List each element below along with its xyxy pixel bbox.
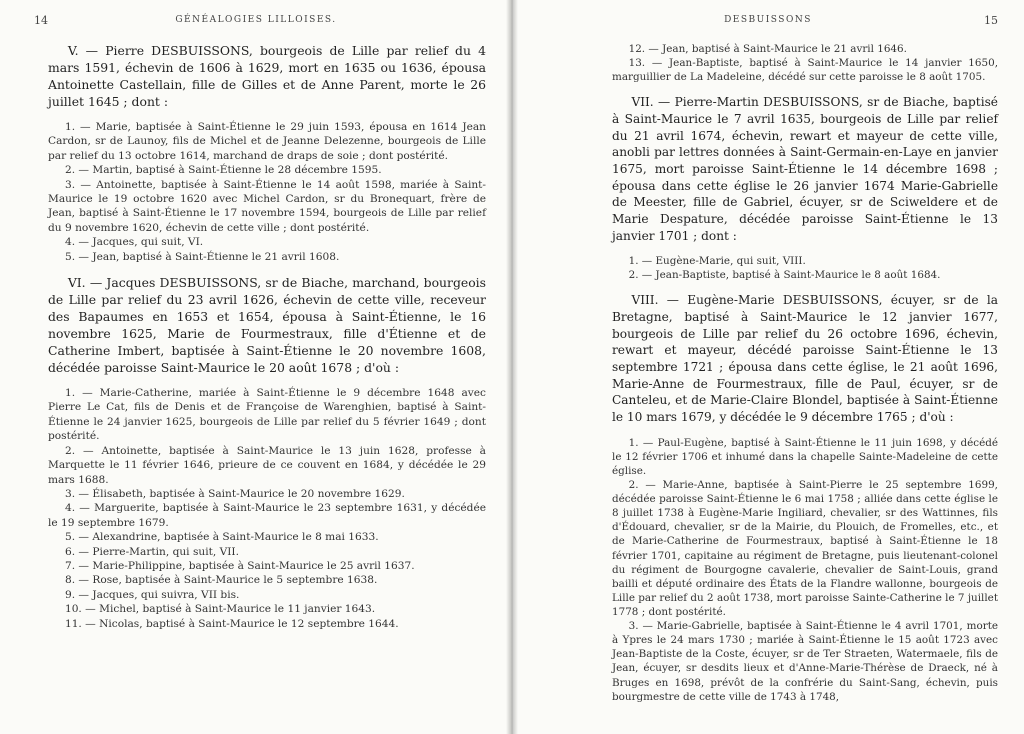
left-page-header xyxy=(0,14,512,30)
children-list xyxy=(48,120,486,264)
child-entry: 9. — Jacques, qui suivra, VII bis. xyxy=(64,588,240,601)
child-entry: 1. — Paul-Eugène, baptisé à Saint-Étienne le 11 juin 1698, y décédé le 12 février 1706 et inhumé dans la chapelle Sainte-Madeleine de cette église. xyxy=(612,436,998,477)
child-entry: 4. — Jacques, qui suit, VI. xyxy=(64,236,204,249)
child-entry: 5. — Alexandrine, baptisée à Saint-Maurice le 8 mai 1633. xyxy=(64,531,379,544)
child-entry: 2. — Martin, baptisé à Saint-Étienne le 28 décembre 1595. xyxy=(64,164,382,177)
right-running-title: DESBUISSONS xyxy=(724,15,812,25)
right-page-number: 15 xyxy=(984,14,998,27)
child-entry: 1. — Eugène-Marie, qui suit, VIII. xyxy=(628,255,806,268)
child-entry: 4. — Marguerite, baptisée à Saint-Maurice le 23 septembre 1631, y décédée le 19 septembre 1679. xyxy=(48,502,486,529)
child-entry: 6. — Pierre-Martin, qui suit, VII. xyxy=(64,545,239,558)
child-entry: 2. — Marie-Anne, baptisée à Saint-Pierre le 25 septembre 1699, décédée paroisse Saint-Étienne le 6 mai 1758 ; alliée dans cette église le 8 juillet 1738 à Eugène-Marie Ingiliard, chevalier, sr des Wattinnes, fils d'Édouard, chevalier, sr de la Mairie, du Plouich, de Fromelles, etc., et de Marie-Catherine de Fourmestraux, baptisé à Saint-Étienne le 18 février 1701, capitaine au régiment de Bretagne, puis lieutenant-colonel du régiment de Bourgogne cavalerie, chevalier de Saint-Louis, grand bailli et député ordinaire des États de la Flandre wallonne, bourgeois de Lille par relief du 2 août 1738, mort paroisse Sainte-Catherine le 7 juillet 1778 ; dont postérité. xyxy=(612,479,998,619)
child-entry: 1. — Marie, baptisée à Saint-Étienne le 29 juin 1593, épousa en 1614 Jean Cardon, sr de Launoy, fils de Michel et de Jeanne Delezenne, bourgeois de Lille par relief du 13 octobre 1614, marchand de draps de soie ; dont postérité. xyxy=(48,121,486,162)
child-entry: 2. — Jean-Baptiste, baptisé à Saint-Maurice le 8 août 1684. xyxy=(628,269,941,282)
right-page-header xyxy=(512,14,1024,30)
left-running-title: GÉNÉALOGIES LILLOISES. xyxy=(175,15,337,25)
child-entry: 10. — Michel, baptisé à Saint-Maurice le 11 janvier 1643. xyxy=(64,603,376,616)
child-entry: 3. — Marie-Gabrielle, baptisée à Saint-Étienne le 4 avril 1701, morte à Ypres le 24 mars 1730 ; mariée à Saint-Étienne le 15 août 1723 avec Jean-Baptiste de la Coste, écuyer, sr de Ter Straeten, Watermaele, fils de Jean, écuyer, sr desdits lieux et d'Anne-Marie-Thérèse de Draeck, né à Bruges en 1698, prévôt de la confrérie du Saint-Sang, échevin, puis bourgmestre de cette ville de 1743 à 1748, xyxy=(612,620,998,703)
child-entry: 7. — Marie-Philippine, baptisée à Saint-Maurice le 25 avril 1637. xyxy=(64,559,415,572)
child-entry: 11. — Nicolas, baptisé à Saint-Maurice le 12 septembre 1644. xyxy=(64,617,399,630)
child-entry: 12. — Jean, baptisé à Saint-Maurice le 21 avril 1646. xyxy=(628,43,907,55)
generation-paragraph: VIII. — Eugène-Marie DESBUISSONS, écuyer, sr de la Bretagne, baptisé à Saint-Maurice le 12 janvier 1677, bourgeois de Lille par relief du 26 octobre 1696, échevin, rewart et mayeur, décédé paroisse Saint-Étienne le 13 septembre 1721 ; épousa dans cette église, le 21 août 1696, Marie-Anne de Fourmestraux, fille de Paul, écuyer, sr de Canteleu, et de Marie-Claire Blondel, baptisée à Saint-Étienne le 10 mars 1679, y décédée le 9 décembre 1765 ; d'où : xyxy=(612,293,998,425)
right-page-body xyxy=(612,42,998,714)
left-page-body xyxy=(48,42,486,641)
generation-paragraph: VI. — Jacques DESBUISSONS, sr de Biache, marchand, bourgeois de Lille par relief du 23 avril 1626, échevin de cette ville, receveur des Bapaumes en 1653 et 1654, épousa à Saint-Étienne, le 16 novembre 1625, Marie de Fourmestraux, fille d'Étienne et de Catherine Imbert, baptisée à Saint-Étienne le 20 novembre 1608, décédée paroisse Saint-Maurice le 20 août 1678 ; d'où : xyxy=(48,275,486,376)
child-entry: 5. — Jean, baptisé à Saint-Étienne le 21 avril 1608. xyxy=(64,250,340,263)
children-list xyxy=(612,436,998,704)
left-page-number: 14 xyxy=(34,14,48,27)
children-list xyxy=(48,386,486,631)
child-entry: 3. — Élisabeth, baptisée à Saint-Maurice le 20 novembre 1629. xyxy=(64,487,405,500)
child-entry: 8. — Rose, baptisée à Saint-Maurice le 5 septembre 1638. xyxy=(64,574,378,587)
right-page xyxy=(512,0,1024,734)
child-entry: 3. — Antoinette, baptisée à Saint-Étienne le 14 août 1598, mariée à Saint-Maurice le 19 octobre 1620 avec Michel Cardon, sr du Bronequart, frère de Jean, baptisé à Saint-Étienne le 17 novembre 1594, bourgeois de Lille par relief du 9 novembre 1620, échevin de cette ville ; dont postérité. xyxy=(48,178,486,234)
generation-paragraph: VII. — Pierre-Martin DESBUISSONS, sr de Biache, baptisé à Saint-Maurice le 7 avril 1635, bourgeois de Lille par relief du 21 avril 1674, échevin, rewart et mayeur de cette ville, anobli par lettres données à Saint-Germain-en-Laye en janvier 1675, mort paroisse Saint-Étienne le 14 décembre 1698 ; épousa dans cette église le 26 janvier 1674 Marie-Gabrielle de Meester, fille de Gabriel, écuyer, sr de Sciweldere et de Marie Despature, décédée paroisse Saint-Étienne le 13 janvier 1701 ; dont : xyxy=(612,95,998,243)
children-list xyxy=(612,254,998,282)
generation-paragraph: V. — Pierre DESBUISSONS, bourgeois de Lille par relief du 4 mars 1591, échevin de 1606 à 1629, mort en 1635 ou 1636, épousa Antoinette Castellain, fille de Gilles et de Anne Parent, morte le 26 juillet 1645 ; dont : xyxy=(48,43,486,109)
children-list xyxy=(612,42,998,84)
child-entry: 1. — Marie-Catherine, mariée à Saint-Étienne le 9 décembre 1648 avec Pierre Le Cat, fils de Denis et de Françoise de Warenghien, baptisé à Saint-Étienne le 24 janvier 1625, bourgeois de Lille par relief du 5 février 1649 ; dont postérité. xyxy=(48,387,486,443)
child-entry: 2. — Antoinette, baptisée à Saint-Maurice le 13 juin 1628, professe à Marquette le 11 février 1646, prieure de ce couvent en 1684, y décédée le 29 mars 1688. xyxy=(48,444,486,486)
child-entry: 13. — Jean-Baptiste, baptisé à Saint-Maurice le 14 janvier 1650, marguillier de La Madeleine, décédé sur cette paroisse le 8 août 1705. xyxy=(612,57,998,84)
